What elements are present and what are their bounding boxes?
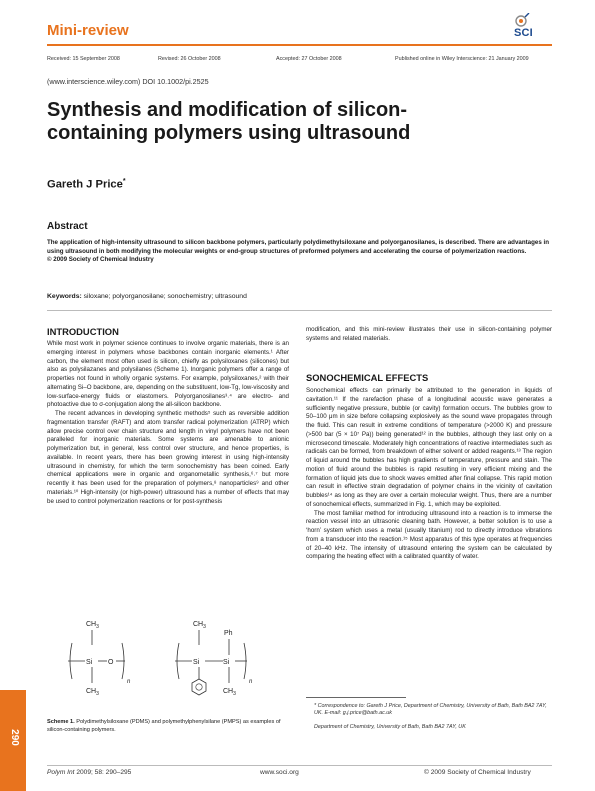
received-date: Received: 15 September 2008 (47, 56, 120, 62)
sonochemical-heading: SONOCHEMICAL EFFECTS (306, 372, 429, 383)
footer-rule (47, 765, 552, 766)
pmps-repeat-n: n (249, 679, 253, 685)
article-title: Synthesis and modification of silicon-containing polymers using ultrasound (47, 99, 411, 144)
sci-logo (506, 13, 552, 41)
intro-continued (306, 326, 552, 344)
scheme-1-drawing (65, 617, 280, 705)
doi-line: (www.interscience.wiley.com) DOI 10.1002/pi.2525 (47, 77, 209, 86)
pmps-bottom-methyl: $CH_3$ (223, 688, 236, 697)
author-name (47, 178, 126, 191)
scheme-caption (47, 719, 289, 734)
correspondence-note: * Correspondence to: Gareth J Price, Department of Chemistry, University of Bath, Bath BA2 7AY, UK. E-mail: g.j.price@bath.ac.uk (314, 703, 547, 717)
abstract-copyright: © 2009 Society of Chemical Industry (47, 256, 154, 264)
pmps-silicon-2: Si (223, 659, 230, 666)
intro-paragraph-1: While most work in polymer science continues to involve organic materials, there is an emerging interest in polymers whose backbones contain inorganic elements.¹ After carbon, the element most often used is silicon, chiefly as polysiloxanes (silicones) but also as polysilazanes and polysilanes (Scheme 1). Inorganic polymers offer a range of properties not found in wholly organic systems. For example, polysiloxanes,² with their alternating Si–O backbone, are, depending on the substituent, low-Tg, low-viscosity and low-surface-energy fluids or elastomers. Polyorganosilanes³˒⁴ are electro- and photoactive due to σ-conjugation along the all-silicon backbone. (47, 340, 289, 409)
intro-body (47, 340, 289, 506)
section-label: Mini-review (47, 22, 129, 39)
abstract-heading: Abstract (47, 221, 88, 232)
keywords-text: siloxane; polyorganosilane; sonochemistry; ultrasound (83, 293, 247, 300)
footer-url[interactable]: www.soci.org (260, 769, 299, 776)
pmps-phenyl-label: Ph (224, 630, 233, 637)
logo-text: SCI (514, 27, 533, 39)
sono-paragraph-1: Sonochemical effects can primarily be attributed to the generation in liquids of cavitation.¹¹ If the rarefaction phase of a longitudinal acoustic wave generates a sufficiently negative pressure, bubble (or cavity) formation occurs. The bubbles grow to 50–100 μm in size before collapsing explosively as the sound wave propagates through the fluid. This can result in extreme conditions of temperature (>2000 K) and pressure (>500 bar (5 × 10⁷ Pa)) being generated¹² in the bubbles, although they last only on a microsecond timescale. Moderately high concentrations of reactive intermediates such as radicals can be formed, from breakdown of either solvent or added reagents.¹³ The region of liquid around the bubbles has high gradients of temperature, pressure and stain. The motion of fluid around the bubbles is rapid resulting in very efficient mixing and the formation of liquid jets due to shock waves emitted after final collapse. This rapid motion can result in effective strain degradation of polymer chains in the vicinity of cavitation bubbles¹⁴ as long as they are over a certain molecular weight. Thus, there are a number of sonochemical effects, summarized in Fig. 1, which may be exploited. (306, 387, 552, 508)
scheme-caption-text: Polydimethylsiloxane (PDMS) and polymethylphenylsilane (PMPS) as examples of silicon-containing polymers. (47, 719, 281, 733)
accepted-date: Accepted: 27 October 2008 (276, 56, 342, 62)
revised-date: Revised: 26 October 2008 (158, 56, 221, 62)
section-divider (47, 310, 552, 311)
intro-continued-text: modification, and this mini-review illustrates their use in silicon-containing polymer systems and related materials. (306, 326, 552, 342)
pmps-phenyl-ring (192, 679, 206, 695)
footnote-rule (306, 697, 406, 698)
affiliation-note: Department of Chemistry, University of Bath, Bath BA2 7AY, UK (314, 723, 466, 730)
abstract-body: The application of high-intensity ultrasound to silicon backbone polymers, particularly polydimethylsiloxane and polyorganosilanes, is described. There are advantages in using ultrasound in both modifying the molecular weights or end-group structures of preformed polymers and accelerating the course of polymerization reactions. (47, 239, 549, 255)
intro-paragraph-2: The recent advances in developing synthetic methods⁵ such as reversible addition fragmentation transfer (RAFT) and atom transfer radical polymerization (ATRP) which allow precise control over chain structure and length in vinyl polymers have not been paralleled for inorganic materials. Some systems are amenable to anionic polymerization but, in general, less control over structure, and hence properties, is available. In recent years, there has been growing interest in using high-intensity ultrasound in chemistry, for which the term sonochemistry has been coined. Early chemical applications were in organic and organometallic synthesis,⁶˒⁷ but more recently it has been used for the preparation of polymers,⁸ nanoparticles⁹ and other materials.¹⁰ High-intensity (or high-power) ultrasound has a number of effects that may be used to control polymerization reactions or for post-synthesis (47, 410, 289, 505)
footer-journal: Polym Int (47, 769, 75, 776)
page-side-tab (0, 690, 26, 791)
pdms-top-methyl: $CH_3$ (86, 621, 99, 630)
scheme-1-figure (65, 617, 280, 705)
pmps-silicon-1: Si (193, 659, 200, 666)
footer-citation-text: 2009; 58: 290–295 (76, 769, 132, 776)
pdms-silicon: Si (86, 659, 93, 666)
author-name-text: Gareth J Price (47, 178, 123, 191)
header-rule (47, 44, 552, 46)
keywords-label: Keywords: (47, 293, 82, 300)
pdms-repeat-n: n (127, 679, 131, 685)
sonochemical-body (306, 387, 552, 562)
pdms-bottom-methyl: $CH_3$ (86, 688, 99, 697)
pmps-top-methyl: $CH_3$ (193, 621, 206, 630)
footer-citation (47, 769, 131, 776)
sono-paragraph-2: The most familiar method for introducing ultrasound into a reaction is to immerse the reaction vessel into an ultrasonic cleaning bath. However, a better solution is to use a ‘horn’ system which uses a metal (usually titanium) rod to directly introduce vibrations from a transducer into the reaction.¹⁵ Most apparatus of this type operates at frequencies of 20–40 kHz. The intensity of ultrasound entering the system can be calculated by comparing the heating effect with a calibrated quantity of water. (306, 509, 552, 561)
scheme-label: Scheme 1. (47, 719, 75, 725)
page-number: 290 (8, 729, 20, 746)
published-date: Published online in Wiley Interscience: 21 January 2009 (395, 56, 529, 62)
intro-heading: INTRODUCTION (47, 326, 119, 337)
pdms-oxygen: O (108, 659, 114, 666)
keywords-line (47, 293, 247, 300)
author-mark: * (122, 178, 126, 185)
footnote (306, 703, 552, 737)
footer-copyright: © 2009 Society of Chemical Industry (424, 769, 531, 776)
abstract-text (47, 239, 552, 265)
